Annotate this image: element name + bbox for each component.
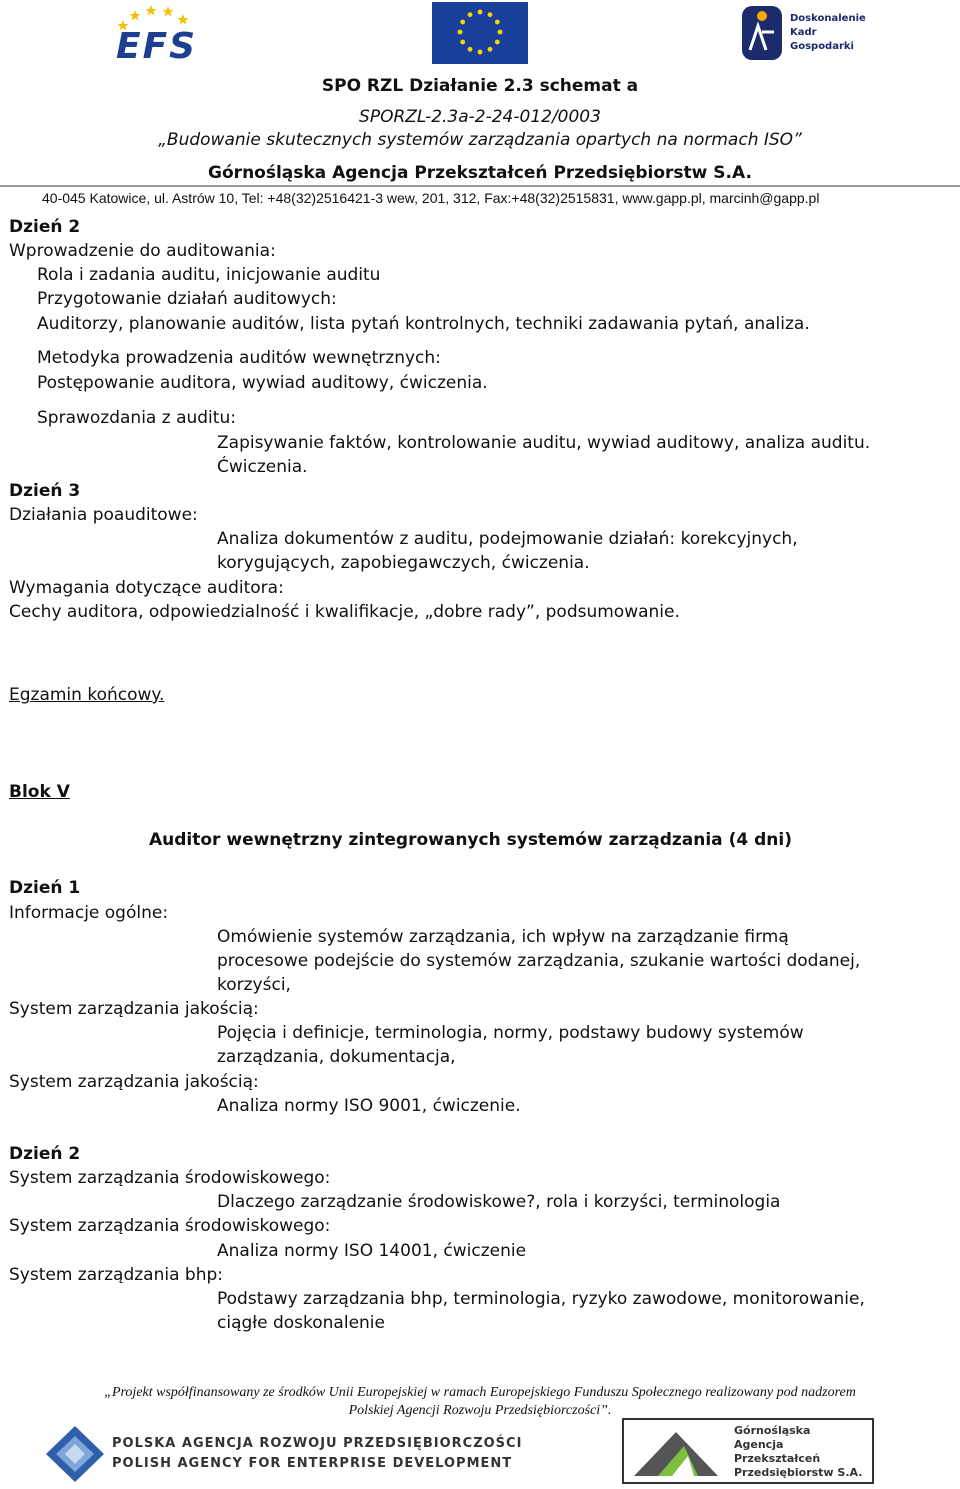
day2-line: Postępowanie auditora, wywiad auditowy, ćwiczenia. [37, 373, 488, 393]
parp-emblem-icon [44, 1424, 106, 1484]
block-day1-line: procesowe podejście do systemów zarządzania, szukanie wartości dodanej, [217, 951, 861, 971]
day3-line: Wymagania dotyczące auditora: [9, 578, 284, 598]
header-program: SPO RZL Działanie 2.3 schemat a [321, 76, 639, 96]
day3-line: Działania poauditowe: [9, 505, 198, 525]
day3-line: korygujących, zapobiegawczych, ćwiczenia. [217, 553, 590, 573]
gapp-emblem-icon [628, 1422, 724, 1482]
gapp-logo [622, 1418, 874, 1484]
block-day1-line: System zarządzania jakością: [9, 999, 259, 1019]
block-day2-line: Dlaczego zarządzanie środowiskowe?, rola i korzyści, terminologia [217, 1192, 781, 1212]
block-day1-line: Pojęcia i definicje, terminologia, normy, podstawy budowy systemów [217, 1023, 804, 1043]
eu-flag-icon [432, 2, 528, 64]
gapp-line-1: Górnośląska [734, 1424, 811, 1437]
block-day1-line: System zarządzania jakością: [9, 1072, 259, 1092]
efs-logo [108, 2, 218, 66]
day2-line: Rola i zadania auditu, inicjowanie auditu [37, 265, 381, 285]
dkg-line-2: Kadr [790, 27, 817, 38]
gapp-line-2: Agencja [734, 1438, 784, 1451]
day3-line: Analiza dokumentów z auditu, podejmowanie działań: korekcyjnych, [217, 529, 798, 549]
efs-text: EFS [116, 26, 198, 67]
block-day1-title: Dzień 1 [9, 878, 81, 898]
day2-line: Wprowadzenie do auditowania: [9, 241, 276, 261]
header-contract-number: SPORZL-2.3a-2-24-012/0003 [359, 107, 601, 127]
block-day2-line: ciągłe doskonalenie [217, 1313, 385, 1333]
block-day1-line: Omówienie systemów zarządzania, ich wpływ na zarządzanie firmą [217, 927, 789, 947]
header-divider [0, 185, 960, 187]
eu-flag [432, 2, 528, 64]
day2-line: Sprawozdania z auditu: [37, 408, 236, 428]
footer-cofinancing-line-1: „Projekt współfinansowany ze środków Unii Europejskiej w ramach Europejskiego Funduszu Społecznego realizowany pod nadzorem [104, 1385, 856, 1400]
header-project-title: „Budowanie skutecznych systemów zarządzania opartych na normach ISO” [158, 130, 802, 150]
header-organization: Górnośląska Agencja Przekształceń Przedsiębiorstw S.A. [208, 163, 752, 183]
final-exam: Egzamin końcowy. [9, 685, 165, 705]
block-day2-line: Podstawy zarządzania bhp, terminologia, ryzyko zawodowe, monitorowanie, [217, 1289, 865, 1309]
day2-line: Metodyka prowadzenia auditów wewnętrznych: [37, 348, 441, 368]
parp-line-pl: POLSKA AGENCJA ROZWOJU PRZEDSIĘBIORCZOŚCI [112, 1436, 523, 1451]
day3-line: Cechy auditora, odpowiedzialność i kwalifikacje, „dobre rady”, podsumowanie. [9, 602, 680, 622]
dkg-logo [740, 2, 870, 66]
day2-line: Przygotowanie działań auditowych: [37, 289, 337, 309]
block-day1-line: korzyści, [217, 975, 291, 995]
gapp-line-3: Przekształceń [734, 1452, 821, 1465]
block-day2-line: System zarządzania środowiskowego: [9, 1168, 331, 1188]
block-day2-line: System zarządzania bhp: [9, 1265, 224, 1285]
block-day2-title: Dzień 2 [9, 1144, 81, 1164]
dkg-emblem-icon [740, 2, 784, 64]
parp-line-en: POLISH AGENCY FOR ENTERPRISE DEVELOPMENT [112, 1456, 513, 1471]
day3-title: Dzień 3 [9, 481, 81, 501]
header-address: 40-045 Katowice, ul. Astrów 10, Tel: +48(32)2516421-3 wew, 201, 312, Fax:+48(32)2515831, www.gapp.pl, marcinh@gapp.pl [42, 190, 820, 206]
day2-title: Dzień 2 [9, 217, 81, 237]
block-day2-line: System zarządzania środowiskowego: [9, 1216, 331, 1236]
dkg-line-1: Doskonalenie [790, 13, 866, 24]
day2-line: Ćwiczenia. [217, 457, 308, 477]
gapp-line-4: Przedsiębiorstw S.A. [734, 1466, 863, 1479]
footer-cofinancing-line-2: Polskiej Agencji Rozwoju Przedsiębiorczości”. [348, 1403, 612, 1418]
block-subtitle: Auditor wewnętrzny zintegrowanych systemów zarządzania (4 dni) [149, 830, 792, 850]
block-day2-line: Analiza normy ISO 14001, ćwiczenie [217, 1241, 527, 1261]
block-day1-line: zarządzania, dokumentacja, [217, 1047, 456, 1067]
day2-line: Zapisywanie faktów, kontrolowanie auditu, wywiad auditowy, analiza auditu. [217, 433, 871, 453]
parp-logo [44, 1424, 523, 1484]
block-day1-line: Informacje ogólne: [9, 903, 169, 923]
day2-line: Auditorzy, planowanie auditów, lista pytań kontrolnych, techniki zadawania pytań, analiza. [37, 314, 810, 334]
dkg-line-3: Gospodarki [790, 41, 854, 52]
block-day1-line: Analiza normy ISO 9001, ćwiczenie. [217, 1096, 521, 1116]
block-title: Blok V [9, 782, 70, 802]
